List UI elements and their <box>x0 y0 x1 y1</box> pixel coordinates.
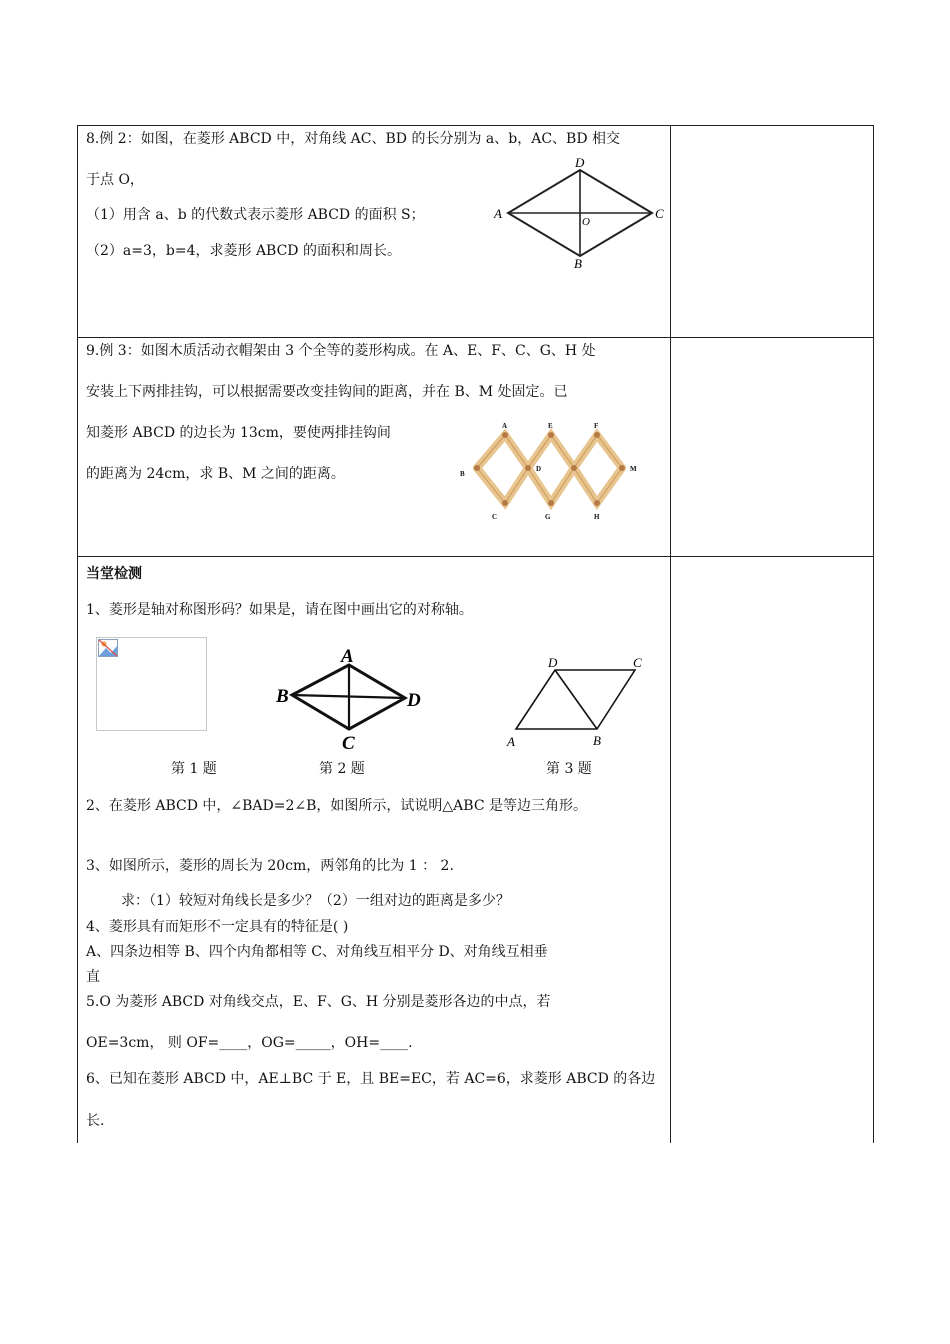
ex9-line-1: 9.例 3：如图木质活动衣帽架由 3 个全等的菱形构成。在 A、E、F、C、G、H 处 <box>86 343 596 359</box>
fig3-label-d: D <box>548 655 558 670</box>
peg-a <box>502 432 508 438</box>
label-b: B <box>574 256 582 271</box>
peg-m <box>619 465 625 471</box>
caption-figure-2: 第 2 题 <box>319 761 365 777</box>
rack-label-e: E <box>548 422 553 430</box>
rack-label-h: H <box>594 513 600 521</box>
rack-label-f: F <box>594 422 599 430</box>
row-divider-1 <box>77 337 874 338</box>
peg-h <box>594 500 600 506</box>
test-q6-line-2: 长. <box>86 1113 105 1129</box>
test-q2: 2、在菱形 ABCD 中，∠BAD=2∠B，如图所示，试说明△ABC 是等边三角形。 <box>86 798 587 814</box>
fig3-diagonal-db <box>555 670 597 729</box>
rack-label-a: A <box>502 422 508 430</box>
label-a: A <box>494 206 502 221</box>
rack-label-m: M <box>630 465 637 473</box>
figure-1-placeholder <box>96 637 207 731</box>
fig2-diagonal-bd <box>292 695 405 698</box>
fig3-label-c: C <box>633 655 642 670</box>
test-q6-line-1: 6、已知在菱形 ABCD 中，AE⊥BC 于 E，且 BE=EC，若 AC=6，求菱形 ABCD 的各边 <box>86 1071 656 1087</box>
row-divider-2 <box>77 556 874 557</box>
fig3-label-a: A <box>507 734 515 749</box>
test-q4-options-1: A、四条边相等 B、四个内角都相等 C、对角线互相平分 D、对角线互相垂 <box>86 944 548 960</box>
test-q4: 4、菱形具有而矩形不一定具有的特征是( ) <box>86 919 349 935</box>
test-q1: 1、菱形是轴对称图形码？如果是，请在图中画出它的对称轴。 <box>86 602 473 618</box>
table-left-border <box>77 125 78 1143</box>
caption-figure-3: 第 3 题 <box>546 761 592 777</box>
peg-c <box>502 500 508 506</box>
test-q3: 3、如图所示，菱形的周长为 20cm，两邻角的比为 1 ： 2. <box>86 858 454 874</box>
test-q4-options-2: 直 <box>86 969 100 985</box>
rhombus-diagram-ex8 <box>490 155 670 270</box>
rack-label-d: D <box>536 465 542 473</box>
ex9-line-4: 的距离为 24cm，求 B、M 之间的距离。 <box>86 466 345 482</box>
table-right-border <box>873 125 874 1143</box>
table-middle-divider <box>670 125 671 1143</box>
ex8-line-2: 于点 O， <box>86 172 144 188</box>
rhombus-figure-2 <box>272 645 432 755</box>
ex8-line-1: 8.例 2：如图，在菱形 ABCD 中，对角线 AC、BD 的长分别为 a、b，AC、BD 相交 <box>86 131 620 147</box>
peg-e <box>548 432 554 438</box>
fig2-label-c: C <box>342 733 355 754</box>
label-o: O <box>582 216 590 228</box>
rack-label-b: B <box>460 470 465 478</box>
peg-b <box>474 465 480 471</box>
label-c: C <box>655 206 664 221</box>
broken-image-icon <box>98 639 118 657</box>
rack-label-g: G <box>545 513 551 521</box>
test-heading: 当堂检测 <box>86 566 142 582</box>
peg-d <box>525 465 531 471</box>
ex9-line-3: 知菱形 ABCD 的边长为 13cm，要使两排挂钩间 <box>86 425 391 441</box>
test-q3-sub: 求：（1）较短对角线长是多少？（2）一组对边的距离是多少？ <box>121 893 510 909</box>
table-top-border <box>77 125 874 126</box>
fig2-label-b: B <box>276 686 289 707</box>
rhombus-figure-3 <box>500 652 650 752</box>
ex8-question-2: （2）a=3，b=4，求菱形 ABCD 的面积和周长。 <box>86 243 401 259</box>
peg-g <box>548 500 554 506</box>
fig2-label-d: D <box>407 690 421 711</box>
test-q5-line-2: OE=3cm， 则 OF=____，OG=_____，OH=____. <box>86 1035 413 1051</box>
label-d: D <box>575 155 585 170</box>
peg-f <box>594 432 600 438</box>
ex9-line-2: 安装上下两排挂钩，可以根据需要改变挂钩间的距离，并在 B、M 处固定。已 <box>86 384 568 400</box>
peg-mid <box>571 465 577 471</box>
fig3-label-b: B <box>593 733 601 748</box>
coat-rack-diagram <box>455 420 645 525</box>
caption-figure-1: 第 1 题 <box>171 761 217 777</box>
rack-label-c: C <box>492 513 498 521</box>
ex8-question-1: （1）用含 a、b 的代数式表示菱形 ABCD 的面积 S； <box>86 207 425 223</box>
test-q5-line-1: 5.O 为菱形 ABCD 对角线交点，E、F、G、H 分别是菱形各边的中点，若 <box>86 994 551 1010</box>
fig2-label-a: A <box>341 646 354 667</box>
